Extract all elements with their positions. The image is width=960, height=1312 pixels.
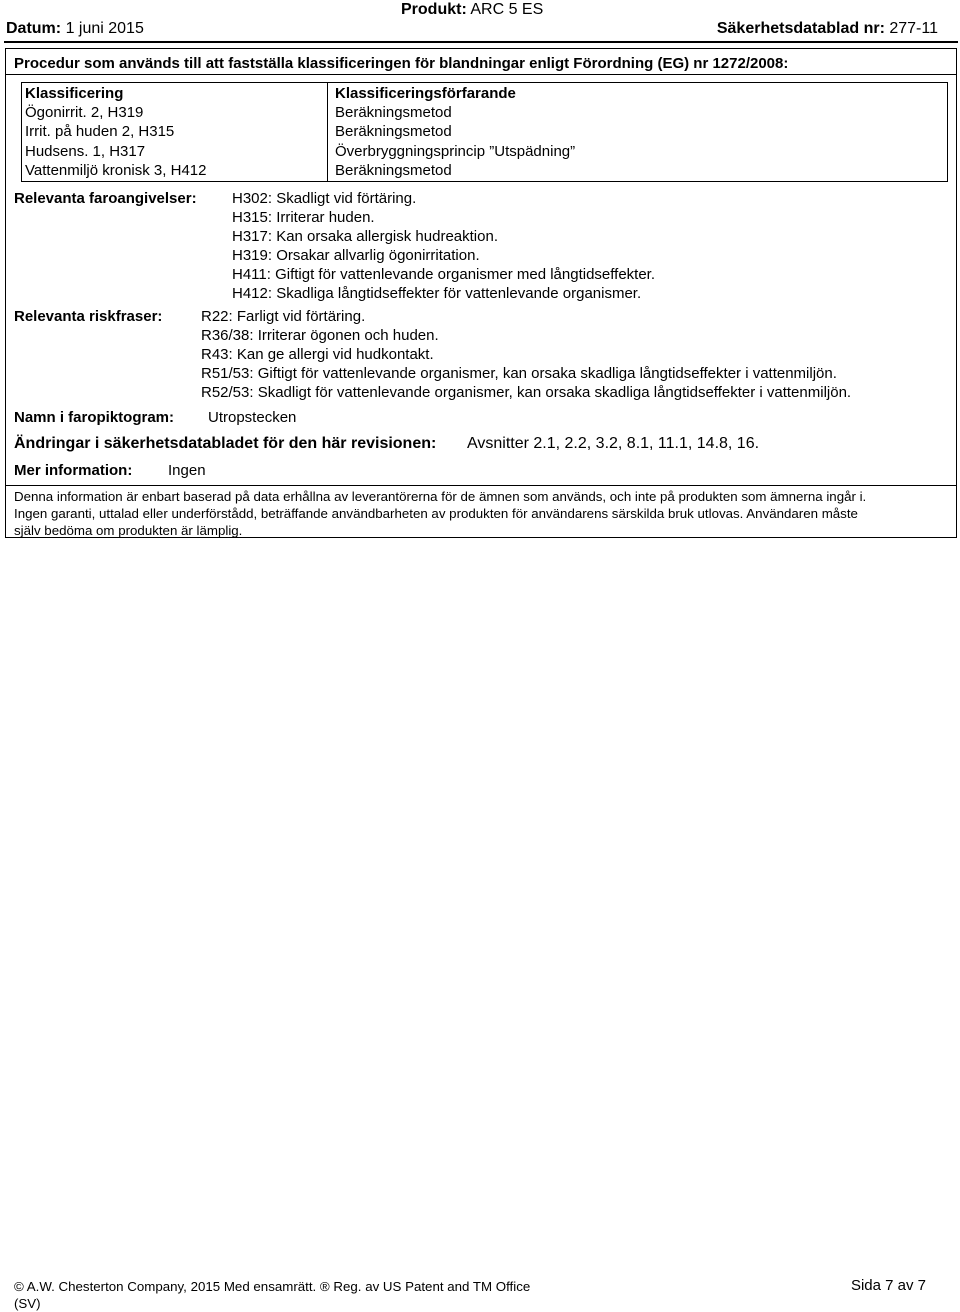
hazard-statement: H317: Kan orsaka allergisk hudreaktion.	[232, 228, 498, 245]
table-column-divider	[327, 83, 328, 181]
footer-copyright	[14, 1278, 530, 1312]
risk-phrase: R22: Farligt vid förtäring.	[201, 308, 366, 325]
procedure-cell: Överbryggningsprincip ”Utspädning”	[335, 143, 576, 160]
page-number: Sida 7 av 7	[850, 1277, 926, 1294]
date-value: 1 juni 2015	[65, 20, 144, 37]
more-info-value: Ingen	[168, 462, 206, 479]
header-product	[401, 1, 543, 19]
risk-phrase: R36/38: Irriterar ögonen och huden.	[201, 327, 439, 344]
sds-value: 277-11	[889, 20, 938, 37]
copyright-line: © A.W. Chesterton Company, 2015 Med ensamrätt. ® Reg. av US Patent and TM Office	[14, 1279, 531, 1294]
procedure-cell: Beräkningsmetod	[335, 162, 452, 179]
hazard-statements-label: Relevanta faroangivelser:	[14, 190, 197, 207]
hazard-statement: H412: Skadliga långtidseffekter för vattenlevande organismer.	[232, 285, 642, 302]
procedure-title: Procedur som används till att fastställa klassificeringen för blandningar enligt Förordning (EG) nr 1272/2008:	[14, 55, 789, 72]
disclaimer	[14, 488, 866, 539]
hazard-statement: H319: Orsakar allvarlig ögonirritation.	[232, 247, 480, 264]
changes-value: Avsnitter 2.1, 2.2, 3.2, 8.1, 11.1, 14.8, 16.	[467, 435, 760, 452]
risk-phrases-label: Relevanta riskfraser:	[14, 308, 163, 325]
risk-phrases-list	[201, 307, 851, 402]
procedure-header: Klassificeringsförfarande	[335, 85, 516, 102]
language-code: (SV)	[14, 1296, 41, 1311]
date-label: Datum:	[6, 20, 62, 37]
hazard-statements-list	[232, 189, 655, 303]
more-info-label: Mer information:	[14, 462, 133, 479]
sds-label: Säkerhetsdatablad nr:	[716, 20, 885, 37]
product-label: Produkt:	[401, 1, 467, 18]
disclaimer-line: Denna information är enbart baserad på data erhållna av leverantörerna för de ämnen som används, och inte på produkten som ämnerna ingår i.	[14, 489, 867, 504]
classification-cell: Ögonirrit. 2, H319	[25, 104, 144, 121]
procedure-cell: Beräkningsmetod	[335, 123, 452, 140]
pictogram-label: Namn i faropiktogram:	[14, 409, 175, 426]
classification-table	[21, 82, 948, 182]
disclaimer-divider	[5, 485, 957, 486]
changes-label: Ändringar i säkerhetsdatabladet för den här revisionen:	[14, 435, 437, 452]
header-divider	[4, 41, 958, 43]
product-value: ARC 5 ES	[470, 1, 544, 18]
classification-cell: Irrit. på huden 2, H315	[25, 123, 175, 140]
procedure-cell: Beräkningsmetod	[335, 104, 452, 121]
risk-phrase: R52/53: Skadligt för vattenlevande organismer, kan orsaka skadliga långtidseffekter i vattenmiljön.	[201, 384, 852, 401]
hazard-statement: H315: Irriterar huden.	[232, 209, 375, 226]
classification-cell: Hudsens. 1, H317	[25, 143, 146, 160]
risk-phrase: R51/53: Giftigt för vattenlevande organismer, kan orsaka skadliga långtidseffekter i vattenmiljön.	[201, 365, 837, 382]
hazard-statement: H411: Giftigt för vattenlevande organismer med långtidseffekter.	[232, 266, 656, 283]
classification-cell: Vattenmiljö kronisk 3, H412	[25, 162, 207, 179]
disclaimer-line: själv bedöma om produkten är lämplig.	[14, 523, 243, 538]
risk-phrase: R43: Kan ge allergi vid hudkontakt.	[201, 346, 434, 363]
classification-header: Klassificering	[25, 85, 124, 102]
hazard-statement: H302: Skadligt vid förtäring.	[232, 190, 417, 207]
procedure-divider	[5, 74, 957, 75]
pictogram-value: Utropstecken	[208, 409, 297, 426]
header-sds-number	[717, 20, 938, 38]
header-date	[6, 20, 144, 38]
disclaimer-line: Ingen garanti, uttalad eller underförstådd, beträffande användbarheten av produkten för användarens särskilda bruk utlovas. Användaren måste	[14, 506, 858, 521]
